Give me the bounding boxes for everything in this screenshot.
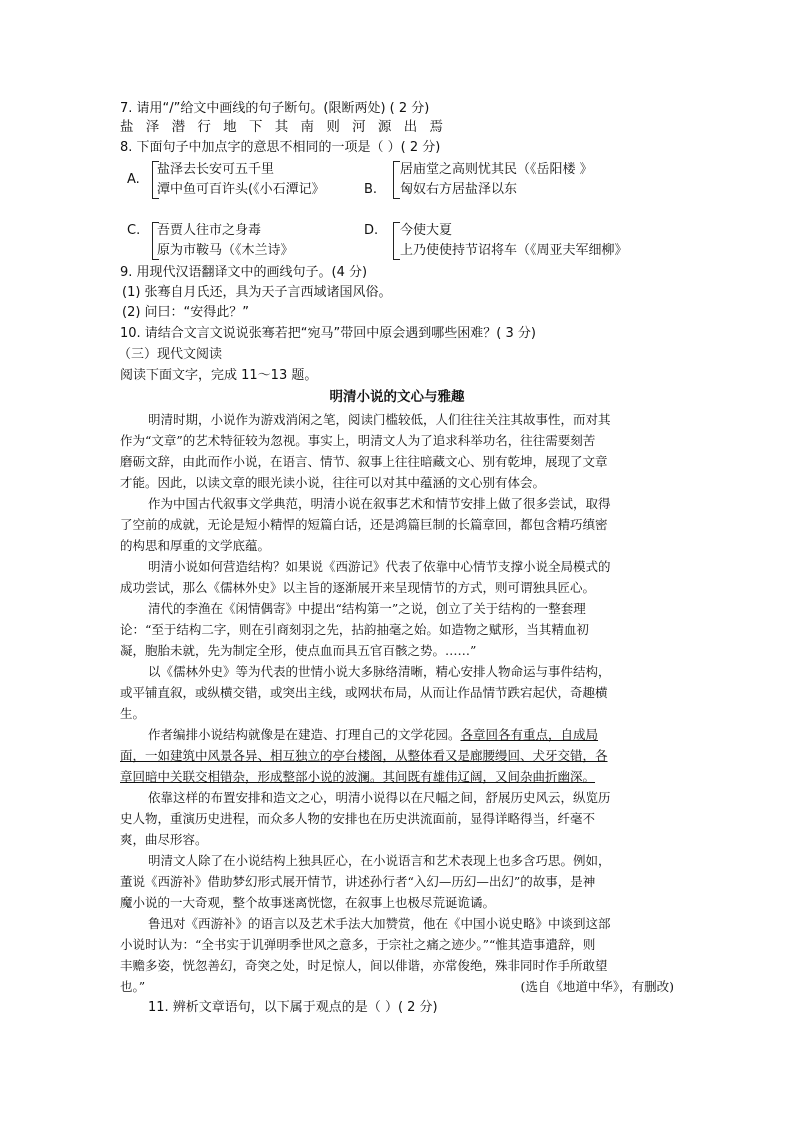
p8-line: 明清文人除了在小说结构上独具匠心，在小说语言和艺术表现上也多含巧思。例如，: [148, 853, 611, 868]
p9-line: 丰赡多姿，恍忽善幻，奇突之处，时足惊人，间以俳谐，亦常俊绝，殊非同时作手所敢望: [120, 958, 608, 973]
p7-line: 史人物，重演历史进程，而众多人物的安排也在历史洪流面前，显得详略得当，纤毫不: [120, 811, 596, 826]
q10-prompt: 10. 请结合文言文说说张骞若把“宛马”带回中原会遇到哪些困难？( 3 分): [120, 326, 536, 341]
p7-line: 爽，曲尽形容。: [120, 832, 208, 847]
p5-line: 或平铺直叙，或纵横交错，或突出主线，或网状布局，从而让作品情节跌宕起伏，奇趣横: [120, 685, 608, 700]
q8-a-line1: 盐泽去长安可五千里: [157, 162, 275, 177]
p1-line: 作为“文章”的艺术特征较为忽视。事实上，明清文人为了追求科举功名，往往需要刻苦: [120, 433, 596, 448]
q8-c-line1: 吾贾人往市之身毒: [157, 223, 262, 238]
p4-line: 论：“至于结构二字，则在引商刻羽之先，拈韵抽毫之始。如造物之赋形，当其精血初: [120, 622, 589, 637]
passage-title: 明清小说的文心与雅趣: [329, 389, 465, 405]
p8-line: 董说《西游补》借助梦幻形式展开情节，讲述孙行者“入幻—历幻—出幻”的故事，是神: [120, 874, 596, 889]
p4-line: 凝，胞胎未就，先为制定全形，使点血而具五官百骸之势。……”: [120, 643, 477, 658]
p9-line: 鲁迅对《西游补》的语言以及艺术手法大加赞赏，他在《中国小说史略》中谈到这部: [148, 916, 611, 931]
p1-line: 才能。因此，以读文章的眼光读小说，往往可以对其中蕴涵的文心别有体会。: [120, 475, 546, 490]
p1-line: 磨砺文辞，由此而作小说，在语言、情节、叙事上往往暗藏文心、别有乾坤，展现了文章: [120, 454, 608, 469]
q8-d-label: D.: [364, 223, 379, 238]
q8-d-bracket: [393, 222, 400, 260]
q8-c-line2: 原为市鞍马（《木兰诗》: [157, 243, 294, 258]
p6-underlined: 各章回各有重点，自成局: [460, 727, 599, 742]
p8-line: 魔小说的一大奇观，整个故事迷离恍惚，在叙事上也极尽荒诞诡谲。: [120, 895, 496, 910]
passage-source: (选自《地道中华》，有删改): [520, 979, 674, 994]
p6-line: [148, 726, 598, 743]
q8-prompt: 8. 下面句子中加点字的意思不相同的一项是（ ）( 2 分): [120, 140, 441, 155]
q9-item1: (1) 张骞自月氏还，具为天子言西域诸国风俗。: [122, 285, 392, 300]
q8-a-line2: 潭中鱼可百许头(《小石潭记》: [157, 182, 325, 197]
q8-c-label: C.: [127, 223, 141, 238]
p6-underlined-line: 面，一如建筑中风景各异、相互独立的亭台楼阁，从整体看又是廊腰缦回、犬牙交错，各: [120, 748, 608, 763]
p9-line: 小说时认为：“全书实于讥弹明季世风之意多，于宗社之痛之迹少。”“惟其造事遣辞，则: [120, 937, 596, 952]
p5-line: 以《儒林外史》等为代表的世情小说大多脉络清晰，精心安排人物命运与事件结构，: [148, 664, 611, 679]
p4-line: 清代的李渔在《闲情偶寄》中提出“结构第一”之说，创立了关于结构的一整套理: [148, 601, 586, 616]
q7-prompt: 7. 请用“/”给文中画线的句子断句。(限断两处) ( 2 分): [120, 101, 430, 116]
p1-line: 明清时期，小说作为游戏消闲之笔，阅读门槛较低，人们往往关注其故事性，而对其: [148, 412, 611, 427]
p9-line: 也。”: [120, 979, 146, 994]
p3-line: 明清小说如何营造结构？如果说《西游记》代表了依靠中心情节支撑小说全局模式的: [148, 559, 611, 574]
q9-prompt: 9. 用现代汉语翻译文中的画线句子。(4 分): [120, 265, 368, 280]
p6-underlined-line: 章回暗中关联交相错杂，形成整部小说的波澜。其间既有雄伟辽阔，又间杂曲折幽深。: [120, 769, 596, 784]
q8-b-label: B.: [364, 182, 378, 197]
q8-b-line1: 居庙堂之高则忧其民（《岳阳楼 》: [400, 162, 593, 177]
p7-line: 依靠这样的布置安排和造文之心，明清小说得以在尺幅之间，舒展历史风云，纵览历: [148, 790, 611, 805]
q11-prompt: 11. 辨析文章语句，以下属于观点的是（ ）( 2 分): [148, 1000, 438, 1015]
q8-d-line1: 今使大夏: [400, 223, 453, 238]
q8-d-line2: 上乃使使持节诏将车（《周亚夫军细柳》: [400, 243, 628, 258]
p2-line: 作为中国古代叙事文学典范，明清小说在叙事艺术和情节安排上做了很多尝试，取得: [148, 496, 611, 511]
p6-text: 作者编排小说结构就像是在建造、打理自己的文学花园。: [148, 727, 461, 742]
q8-a-label: A.: [127, 172, 140, 187]
section-instruction: 阅读下面文字，完成 11～13 题。: [120, 368, 318, 383]
q8-b-line2: 匈奴右方居盐泽以东: [400, 182, 518, 197]
p3-line: 成功尝试，那么《儒林外史》以主旨的逐渐展开来呈现情节的方式，则可谓独具匠心。: [120, 580, 596, 595]
p5-line: 生。: [120, 706, 146, 721]
q8-b-bracket: [393, 161, 400, 199]
p2-line: 的构思和厚重的文学底蕴。: [120, 538, 271, 553]
q7-sentence: 盐 泽 潜 行 地 下 其 南 则 河 源 出 焉: [120, 119, 447, 135]
p2-line: 了空前的成就，无论是短小精悍的短篇白话，还是鸿篇巨制的长篇章回，都包含精巧缜密: [120, 517, 608, 532]
section-heading: （三）现代文阅读: [118, 347, 223, 362]
q9-item2: (2) 问曰：“安得此？”: [122, 305, 250, 320]
